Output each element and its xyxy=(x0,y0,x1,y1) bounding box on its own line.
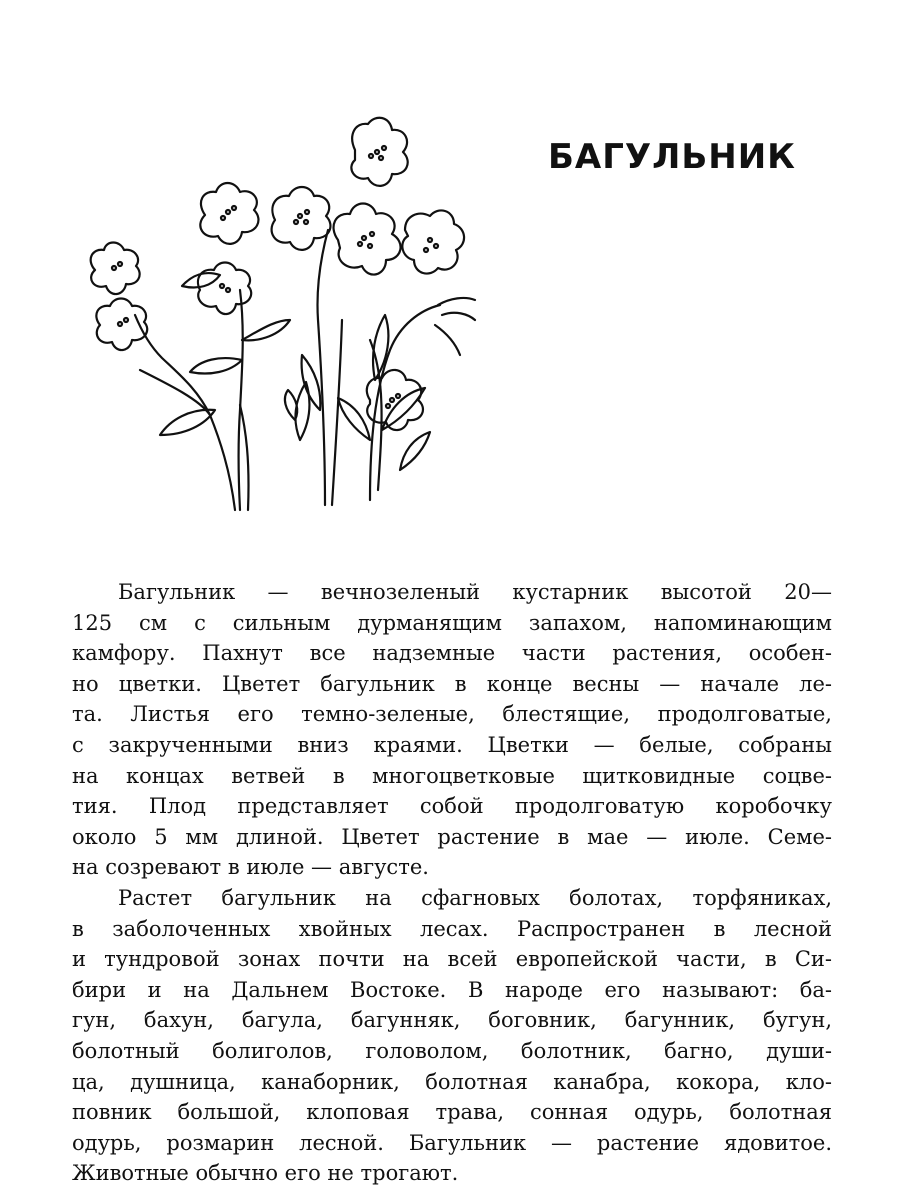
text-line: в заболоченных хвойных лесах. Распространен в лесной xyxy=(72,916,832,941)
text-line: и тундровой зонах почти на всей европейской части, в Си- xyxy=(72,947,832,972)
text-line: Растет багульник на сфагновых болотах, торфяниках, xyxy=(118,885,832,910)
text-line: Багульник — вечнозеленый кустарник высотой 20— xyxy=(118,580,832,604)
text-line: 125 см с сильным дурманящим запахом, напоминающим xyxy=(72,610,832,635)
ledum-illustration xyxy=(70,110,480,530)
page-title: БАГУЛЬНИК xyxy=(548,136,796,177)
text-line: но цветки. Цветет багульник в конце весны — начале ле- xyxy=(72,671,832,696)
text-line: бири и на Дальнем Востоке. В народе его называют: ба- xyxy=(72,977,832,1002)
text-line: на концах ветвей в многоцветковые щитковидные соцве- xyxy=(72,763,832,788)
text-line: болотный болиголов, головолом, болотник, багно, души- xyxy=(72,1038,832,1063)
ledum-flowering-branch-drawing xyxy=(70,110,480,530)
text-line: одурь, розмарин лесной. Багульник — растение ядовитое. xyxy=(72,1130,832,1155)
text-line: повник большой, клоповая трава, сонная одурь, болотная xyxy=(72,1100,832,1125)
text-line: камфору. Пахнут все надземные части растения, особен- xyxy=(72,641,832,666)
text-line: Животные обычно его не трогают. xyxy=(72,1161,459,1186)
paragraph xyxy=(72,577,832,883)
text-line: с закрученными вниз краями. Цветки — белые, собраны xyxy=(72,732,832,757)
paragraph xyxy=(72,883,832,1189)
text-line: ца, душница, канаборник, болотная канабра, кокора, кло- xyxy=(72,1069,832,1094)
text-line: около 5 мм длиной. Цветет растение в мае — июле. Семе- xyxy=(72,824,832,849)
text-line: гун, бахун, багула, багунняк, боговник, багунник, бугун, xyxy=(72,1008,832,1033)
text-line: тия. Плод представляет собой продолговатую коробочку xyxy=(72,794,832,819)
text-line: на созревают в июле — августе. xyxy=(72,855,429,880)
text-line: та. Листья его темно-зеленые, блестящие, продолговатые, xyxy=(72,702,832,727)
body-text xyxy=(72,577,832,1189)
